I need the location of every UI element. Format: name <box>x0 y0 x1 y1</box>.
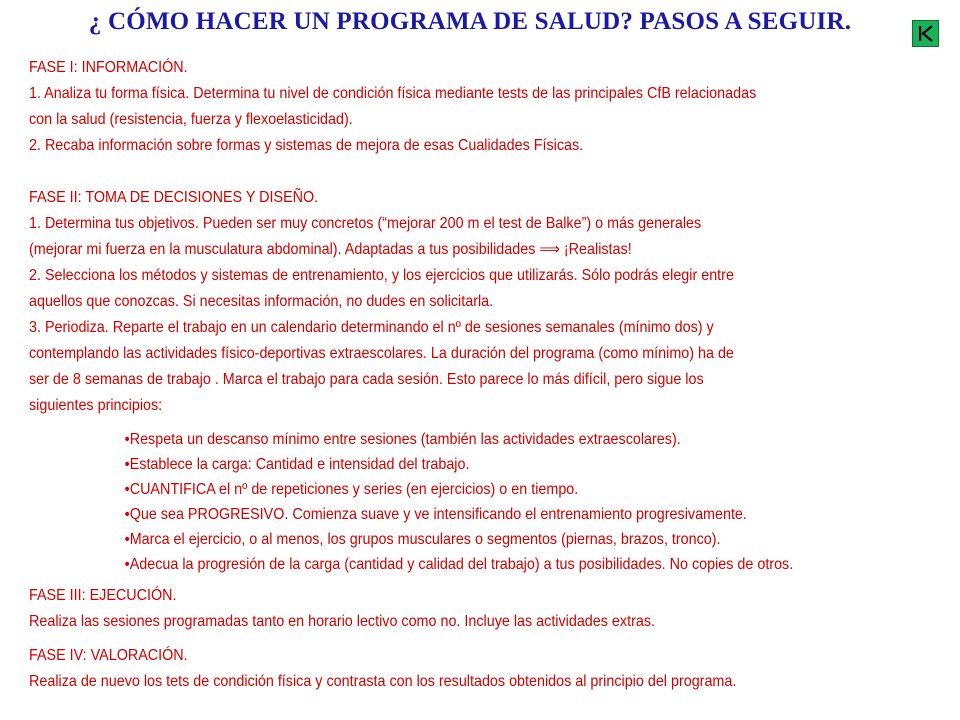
phase-4-title: FASE IV: VALORACIÓN. <box>29 647 188 664</box>
phase-2-line: (mejorar mi fuerza en la musculatura abdominal). Adaptadas a tus posibilidades ⟹ ¡Realistas! <box>29 241 632 258</box>
phase-1-line: 1. Analiza tu forma física. Determina tu nivel de condición física mediante tests de las principales CfB relacionadas <box>29 85 757 102</box>
slide-body <box>29 55 880 695</box>
list-item: •Adecua la progresión de la carga (cantidad y calidad del trabajo) a tus posibilidades. No copies de otros. <box>124 556 794 573</box>
phase-4-section <box>29 643 880 695</box>
list-item: •Que sea PROGRESIVO. Comienza suave y ve intensificando el entrenamiento progresivamente. <box>124 506 747 523</box>
phase-2-line: contemplando las actividades físico-deportivas extraescolares. La duración del programa (como mínimo) ha de <box>29 345 734 362</box>
phase-2-line: ser de 8 semanas de trabajo . Marca el trabajo para cada sesión. Esto parece lo más difícil, pero sigue los <box>29 371 704 388</box>
phase-2-section <box>29 185 880 577</box>
page-title: ¿ CÓMO HACER UN PROGRAMA DE SALUD? PASOS A SEGUIR. <box>88 8 852 35</box>
phase-1-section <box>29 55 880 159</box>
spacer <box>29 159 880 185</box>
phase-2-line: 1. Determina tus objetivos. Pueden ser muy concretos (“mejorar 200 m el test de Balke”) o más generales <box>29 215 702 232</box>
phase-3-section <box>29 583 880 635</box>
spacer <box>29 635 880 643</box>
first-slide-button[interactable] <box>912 20 939 47</box>
list-item: •Respeta un descanso mínimo entre sesiones (también las actividades extraescolares). <box>124 431 681 448</box>
phase-2-line: siguientes principios: <box>29 397 163 414</box>
list-item: •Establece la carga: Cantidad e intensidad del trabajo. <box>124 456 470 473</box>
phase-2-line: aquellos que conozcas. Si necesitas información, no dudes en solicitarla. <box>29 293 494 310</box>
first-slide-icon <box>913 21 938 46</box>
phase-1-line: 2. Recaba información sobre formas y sistemas de mejora de esas Cualidades Físicas. <box>29 137 584 154</box>
phase-3-title: FASE III: EJECUCIÓN. <box>29 587 177 604</box>
phase-3-line: Realiza las sesiones programadas tanto en horario lectivo como no. Incluye las actividades extras. <box>29 613 655 630</box>
principles-list <box>29 427 880 577</box>
phase-1-line: con la salud (resistencia, fuerza y flexoelasticidad). <box>29 111 353 128</box>
list-item: •CUANTIFICA el nº de repeticiones y series (en ejercicios) o en tiempo. <box>124 481 579 498</box>
phase-2-line: 2. Selecciona los métodos y sistemas de entrenamiento, y los ejercicios que utilizarás. Sólo podrás elegir entre <box>29 267 734 284</box>
phase-4-line: Realiza de nuevo los tets de condición física y contrasta con los resultados obtenidos al principio del programa. <box>29 673 737 690</box>
phase-2-title: FASE II: TOMA DE DECISIONES Y DISEÑO. <box>29 189 319 206</box>
list-item: •Marca el ejercicio, o al menos, los grupos musculares o segmentos (piernas, brazos, tronco). <box>124 531 721 548</box>
phase-1-title: FASE I: INFORMACIÓN. <box>29 59 188 76</box>
phase-2-line: 3. Periodiza. Reparte el trabajo en un calendario determinando el nº de sesiones semanales (mínimo dos) y <box>29 319 714 336</box>
